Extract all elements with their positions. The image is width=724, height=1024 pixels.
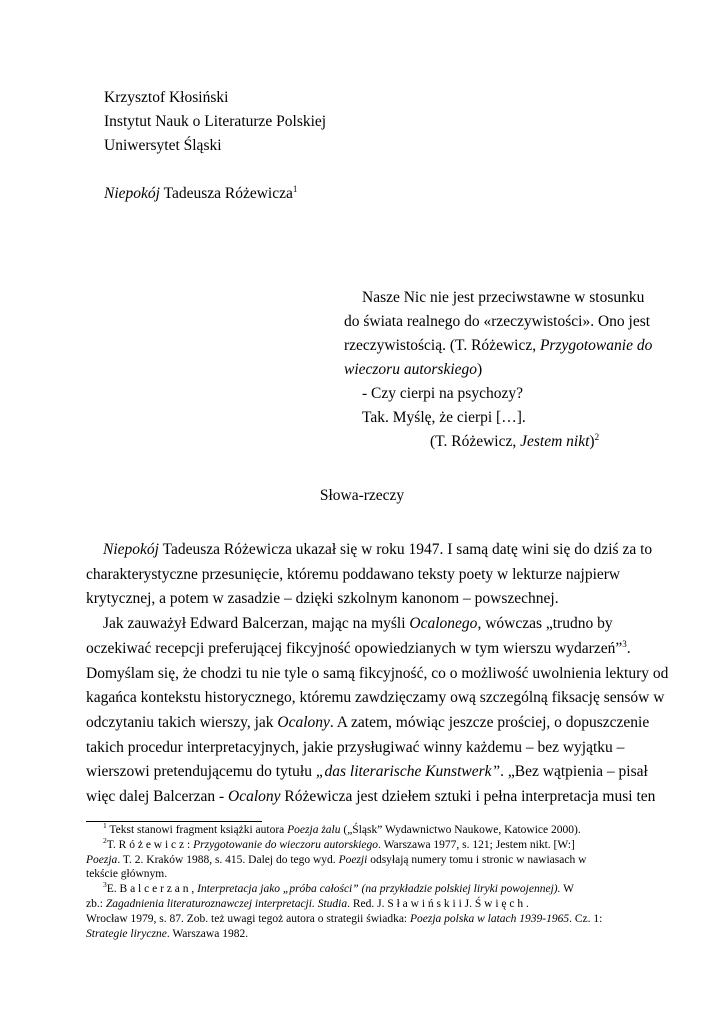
- body-line: charakterystyczne przesunięcie, któremu poddawano teksty poety w lekturze najpierw: [86, 565, 621, 583]
- motto-epigraph: [344, 286, 653, 454]
- body-text: [86, 538, 669, 810]
- body-line: oczekiwać recepcji preferującej fikcyjność opowiedzianych w tym wierszu wydarzeń”$^3$.: [86, 638, 631, 657]
- footnote-ref-3: 3: [622, 638, 627, 649]
- motto-source: (T. Różewicz, Jestem nikt)$^2$: [430, 431, 600, 450]
- body-line: krytycznej, a potem w zasadzie – dzięki szkolnym kanonom – powszechnej.: [86, 590, 559, 608]
- author-name: Krzysztof Kłosiński: [104, 89, 229, 106]
- article-title: [104, 182, 297, 206]
- footnote-3-line: Wrocław 1979, s. 87. Zob. też uwagi tegoż autora o strategii świadka: Poezja polska w latach 1939-1965. Cz. 1:: [86, 912, 603, 925]
- title-rest: Tadeusza Różewicza: [159, 185, 293, 202]
- footnote-3-line: zb.: Zagadnienia literaturoznawczej interpretacji. Studia. Red. J. S ł a w i ń s k i i J. Ś w i ę c h .: [86, 897, 529, 910]
- footnote-2-line: Poezja. T. 2. Kraków 1988, s. 415. Dalej do tego wyd. Poezji odsyłają numery tomu i stronic w nawiasach w: [86, 853, 587, 866]
- institute-name: Instytut Nauk o Literaturze Polskiej: [104, 113, 327, 130]
- footnote-3-line: Strategie liryczne. Warszawa 1982.: [86, 927, 249, 940]
- motto-line: Nasze Nic nie jest przeciwstawne w stosunku: [362, 289, 645, 306]
- body-line: Jak zauważył Edward Balcerzan, mając na myśli Ocalonego, wówczas „trudno by: [103, 615, 613, 633]
- body-line: odczytaniu takich wierszy, jak Ocalony. A zatem, mówiąc jeszcze prościej, o dopuszczenie: [86, 713, 650, 731]
- footnote-ref-1: 1: [292, 183, 298, 194]
- footnote-ref-2: 2: [594, 431, 600, 442]
- body-line: Domyślam się, że chodzi tu nie tyle o samą fikcyjność, co o możliwość uwolnienia lektury od: [86, 664, 669, 682]
- author-header: [104, 86, 326, 158]
- body-line: takich procedur interpretacyjnych, jakie przysługiwać winny każdemu – bez wyjątku –: [86, 738, 625, 756]
- footnotes: [86, 823, 646, 941]
- body-line: kagańca kontekstu historycznego, któremu zawdzięczamy ową szczególną fiksację sensów w: [86, 689, 665, 707]
- body-line: więc dalej Balcerzan - Ocalony Różewicza jest dziełem sztuki i pełna interpretacja musi ten: [86, 788, 656, 806]
- motto-line: rzeczywistością. (T. Różewicz, Przygotowanie do: [344, 337, 653, 354]
- footnote-3: $^3$E. B a l c e r z a n , Interpretacja jako „próba całości” (na przykładzie polskiej liryki powojennej). W: [103, 880, 575, 896]
- footnote-2-line: tekście głównym.: [86, 868, 168, 881]
- motto-line: Tak. Myślę, że cierpi […].: [362, 409, 526, 426]
- footnote-2: $^2$T. R ó ż e w i c z : Przygotowanie do wieczoru autorskiego. Warszawa 1977, s. 121; Jestem nikt. [W:]: [103, 835, 575, 851]
- university-name: Uniwersytet Śląski: [104, 137, 222, 154]
- title-italic: Niepokój: [104, 185, 160, 202]
- motto-line: do świata realnego do «rzeczywistości». Ono jest: [344, 313, 651, 330]
- footnote-separator: [86, 821, 262, 822]
- body-line: wierszowi pretendującemu do tytułu „das literarische Kunstwerk”. „Bez wątpienia – pisał: [86, 763, 648, 781]
- body-line: Niepokój Tadeusza Różewicza ukazał się w roku 1947. I samą datę wini się do dziś za to: [103, 541, 653, 558]
- section-heading: Słowa-rzeczy: [319, 487, 405, 504]
- footnote-1: $^1$ Tekst stanowi fragment książki autora Poezja żalu („Śląsk” Wydawnictwo Naukowe, Katowice 2000).: [103, 821, 581, 836]
- motto-line: wieczoru autorskiego): [344, 361, 483, 378]
- motto-line: - Czy cierpi na psychozy?: [362, 385, 523, 402]
